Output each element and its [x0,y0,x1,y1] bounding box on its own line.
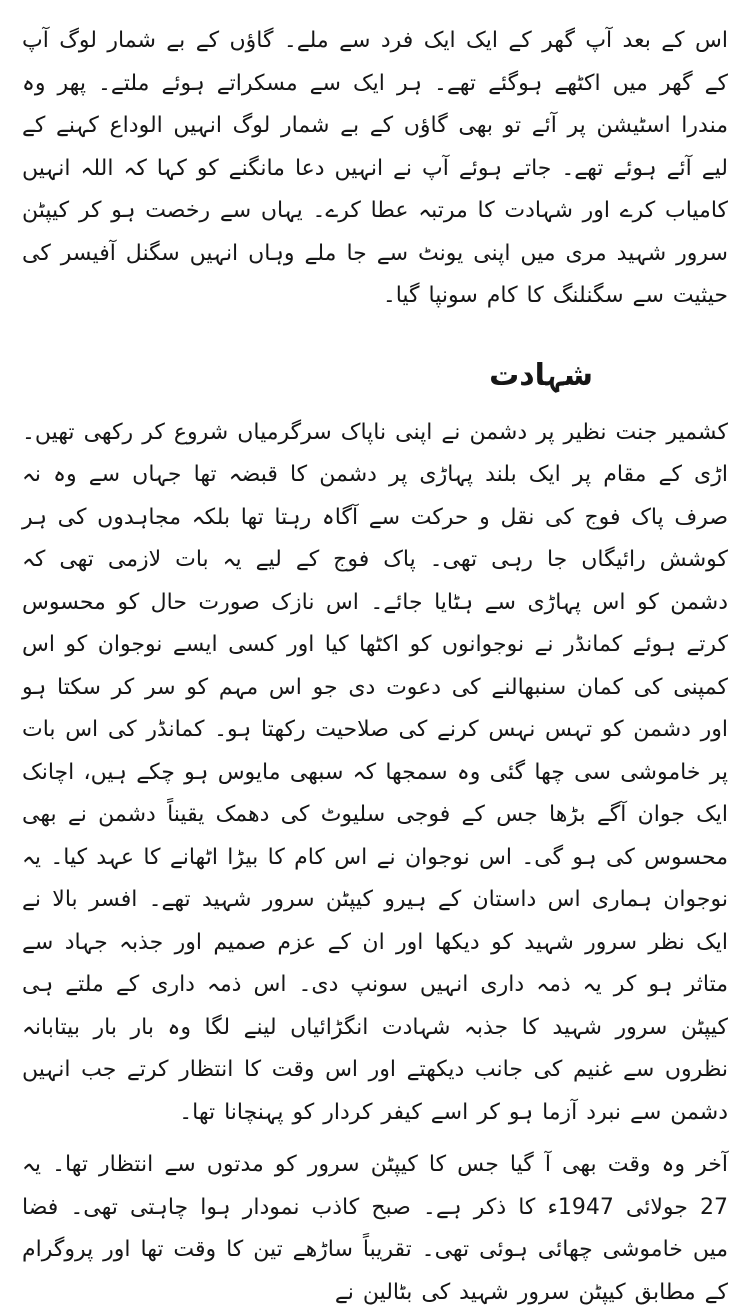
paragraph-departure: اس کے بعد آپ گھر کے ایک ایک فرد سے ملے۔ گاؤں کے بے شمار لوگ آپ کے گھر میں اکٹھے ہوگئے تھے۔ ہر ایک سے مسکراتے ہوئے ملتے۔ پھر وہ مندرا اسٹیشن پر آئے تو بھی گاؤں کے بے شمار لوگ انہیں الوداع کہنے کے لیے آئے ہوئے تھے۔ جاتے ہوئے آپ نے انہیں دعا مانگنے کو کہا کہ اللہ انہیں کامیاب کرے اور شہادت کا مرتبہ عطا کرے۔ یہاں سے رخصت ہو کر کیپٹن سرور شہید مری میں اپنی یونٹ سے جا ملے وہاں انہیں سگنل آفیسر کی حیثیت سے سگنلنگ کا کام سونپا گیا۔ [22,28,728,308]
document-page [22,20,728,1314]
section-heading: شہادت [489,357,593,393]
paragraph-kashmir: کشمیر جنت نظیر پر دشمن نے اپنی ناپاک سرگرمیاں شروع کر رکھی تھیں۔ اڑی کے مقام پر ایک بلند پہاڑی پر دشمن کا قبضہ تھا جہاں سے وہ نہ صرف پاک فوج کی نقل و حرکت سے آگاہ رہتا تھا بلکہ مجاہدوں کی ہر کوشش رائیگاں جا رہی تھی۔ پاک فوج کے لیے یہ بات لازمی تھی کہ دشمن کو اس پہاڑی سے ہٹایا جائے۔ اس نازک صورت حال کو محسوس کرتے ہوئے کمانڈر نے نوجوانوں کو اکٹھا کیا اور کسی ایسے نوجوان کو اس کمپنی کی کمان سنبھالنے کی دعوت دی جو اس مہم کو سر کر سکتا ہو اور دشمن کو تہس نہس کرنے کی صلاحیت رکھتا ہو۔ کمانڈر کی اس بات پر خاموشی سی چھا گئی وہ سمجھا کہ سبھی مایوس ہو چکے ہیں، اچانک ایک جوان آگے بڑھا جس کے فوجی سلیوٹ کی دھمک یقیناً دشمن نے بھی محسوس کی ہو گی۔ اس نوجوان نے اس کام کا بیڑا اٹھانے کا عہد کیا۔ یہ نوجوان ہماری اس داستان کے ہیرو کیپٹن سرور شہید تھے۔ افسر بالا نے ایک نظر سرور شہید کو دیکھا اور ان کے عزم صمیم اور جذبہ جہاد سے متاثر ہو کر یہ ذمہ داری انہیں سونپ دی۔ اس ذمہ داری کے ملتے ہی کیپٹن سرور شہید کا جذبہ شہادت انگڑائیاں لینے لگا وہ بار بار بیتابانہ نظروں سے غنیم کی جانب دیکھتے اور اس وقت کا انتظار کرتے جب انہیں دشمن سے نبرد آزما ہو کر اسے کیفر کردار کو پہنچانا تھا۔ [22,419,728,1125]
paragraph-final-day: آخر وہ وقت بھی آ گیا جس کا کیپٹن سرور کو مدتوں سے انتظار تھا۔ یہ 27 جولائی 1947ء کا ذکر ہے۔ صبح کاذب نمودار ہوا چاہتی تھی۔ فضا میں خاموشی چھائی ہوئی تھی۔ تقریباً ساڑھے تین کا وقت تھا اور پروگرام کے مطابق کیپٹن سرور شہید کی بٹالین نے [22,1152,728,1305]
